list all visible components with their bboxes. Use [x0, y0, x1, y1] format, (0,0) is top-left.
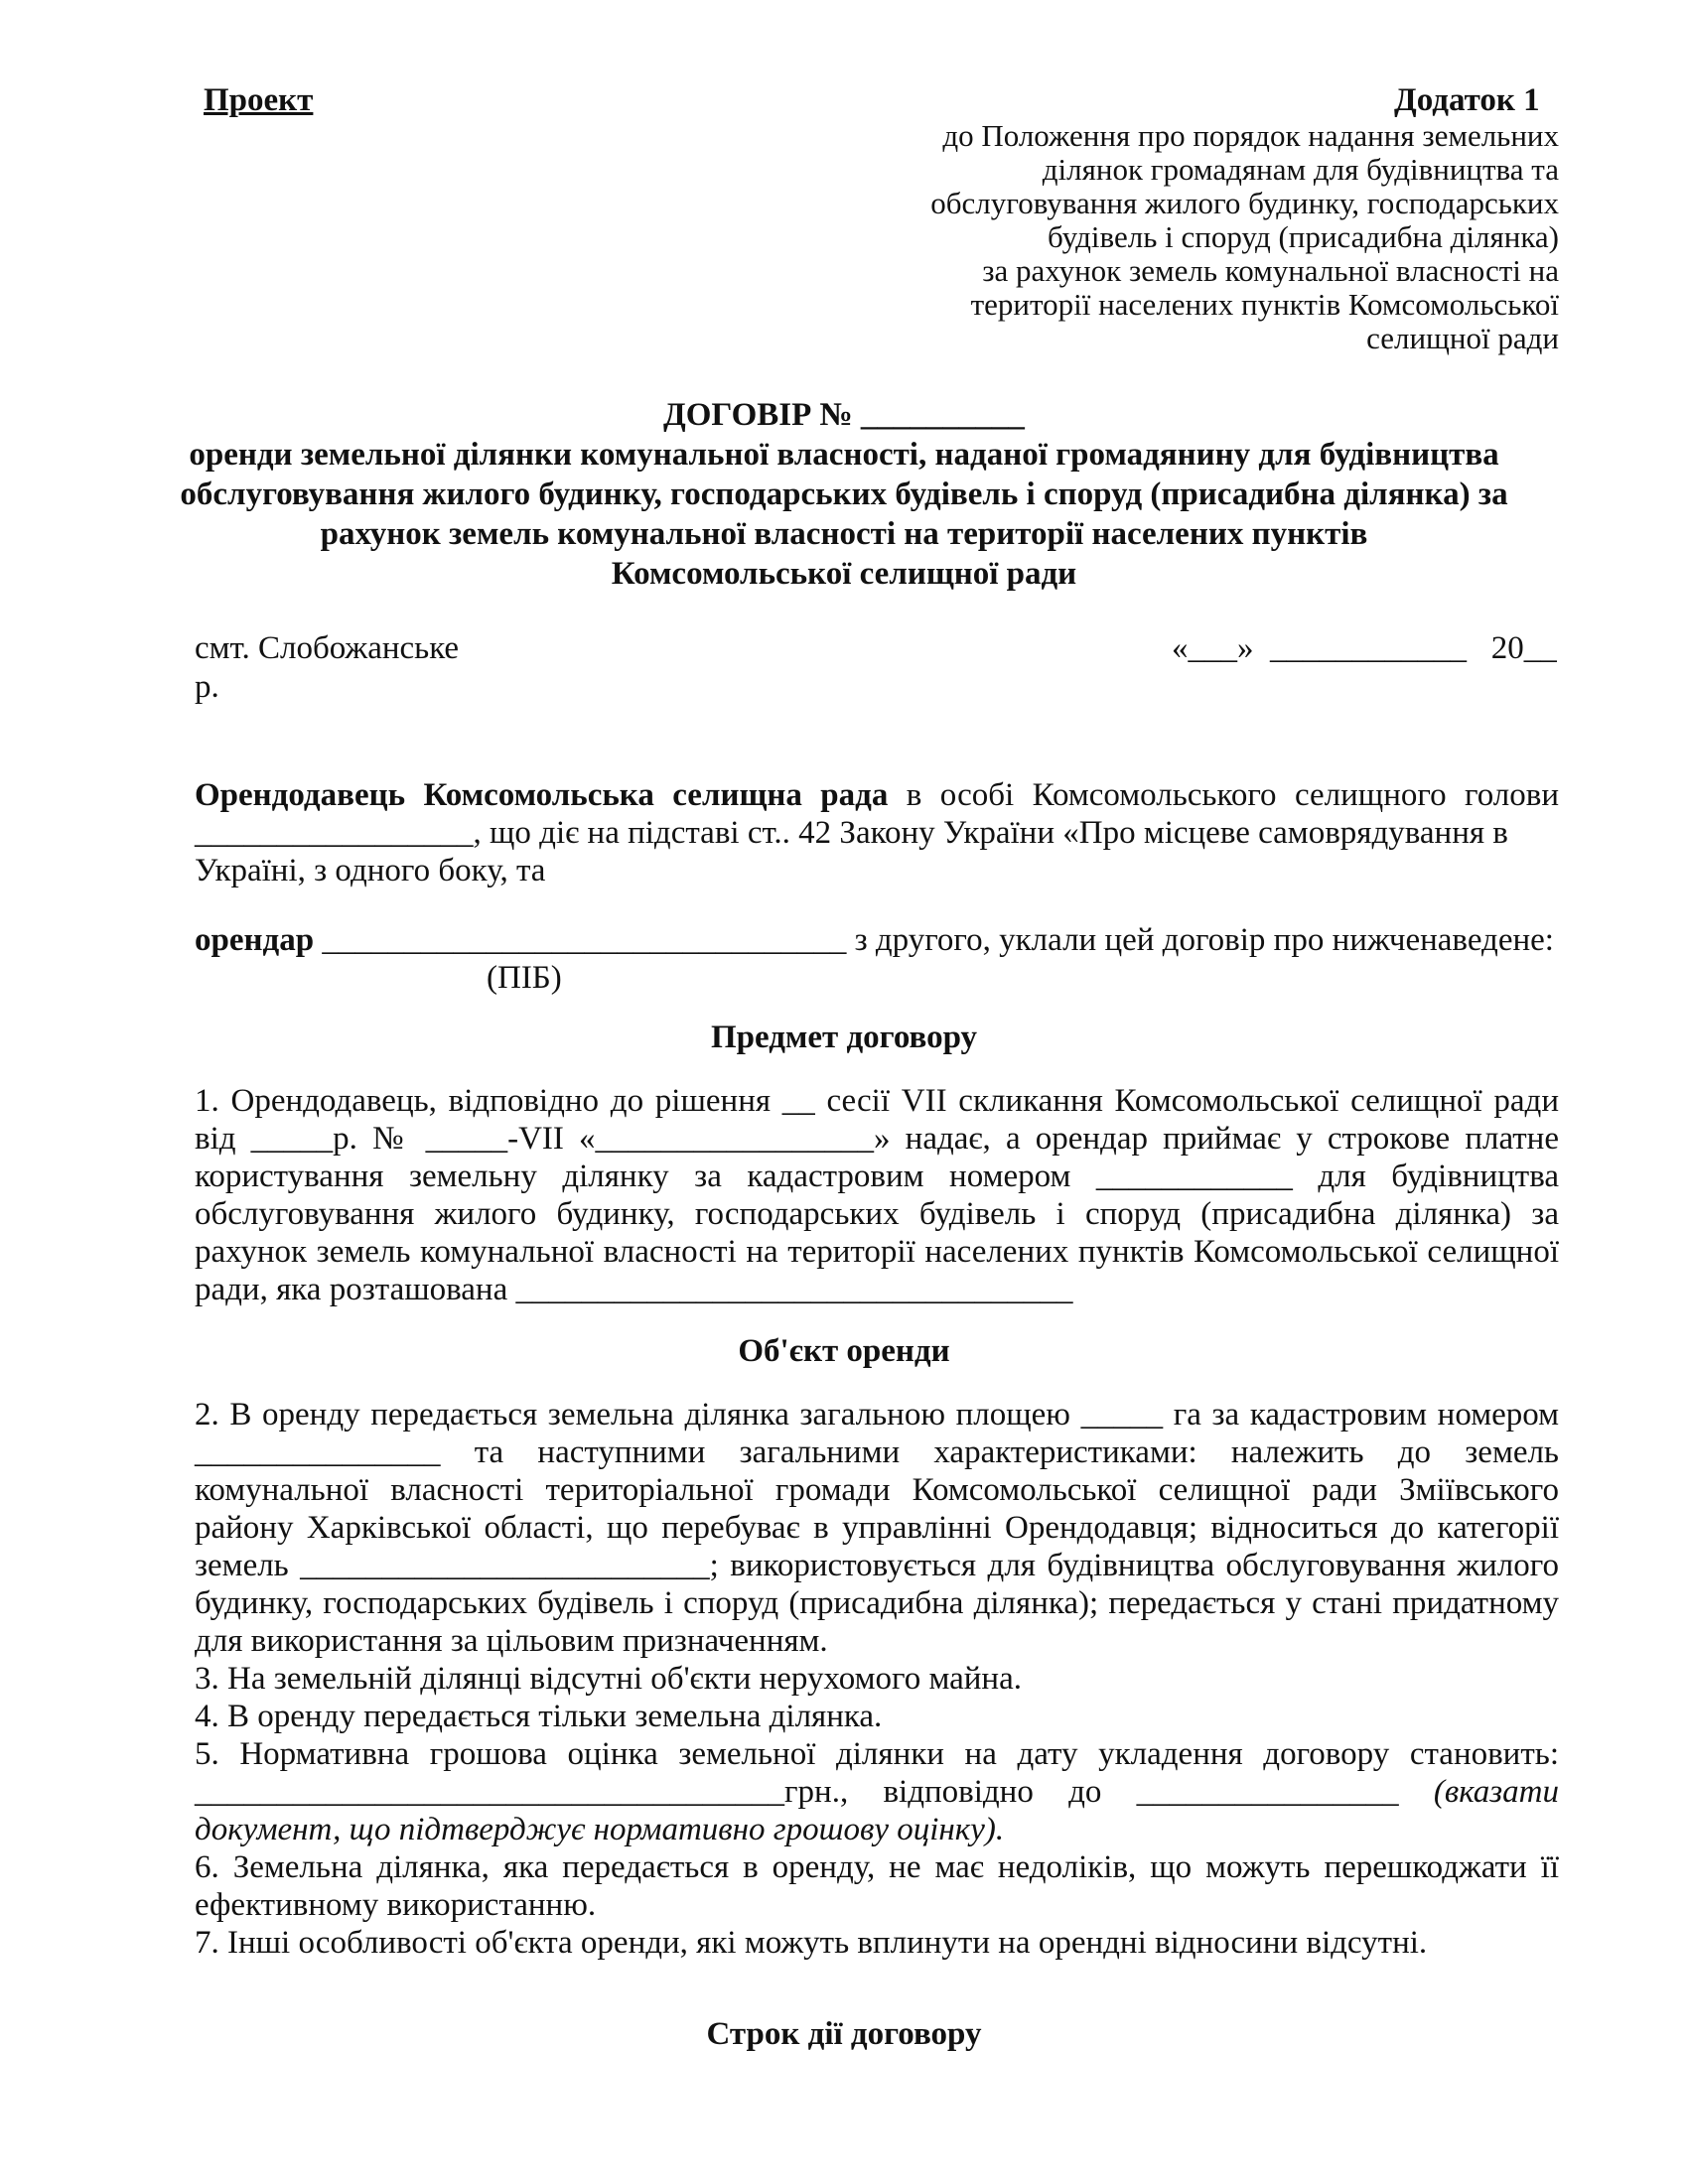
subject-heading: Предмет договору [710, 1020, 978, 1055]
subject-line: обслуговування жилого будинку, господарських будівель і споруд (присадибна ділянка) за [195, 1196, 1559, 1232]
appendix-line: території населених пунктів Комсомольської [970, 287, 1559, 322]
subject-line: ради, яка розташована __________________________________ [195, 1272, 1073, 1307]
item-5-line1: 5. Нормативна грошова оцінка земельної ділянки на дату укладення договору становить: [195, 1736, 1559, 1772]
project-label: Проект [204, 82, 314, 118]
lessor-name: Орендодавець Комсомольська селищна рада [195, 777, 889, 813]
object-line: 2. В оренду передається земельна ділянка загальною площею _____ га за кадастровим номером [195, 1397, 1559, 1433]
appendix-line: селищної ради [1366, 321, 1559, 355]
contract-subtitle-line: обслуговування жилого будинку, господарських будівель і споруд (присадибна ділянка) за [180, 477, 1508, 512]
item-4: 4. В оренду передається тільки земельна ділянка. [195, 1699, 883, 1734]
contract-subtitle-line: оренди земельної ділянки комунальної власності, наданої громадянину для будівництва [189, 437, 1499, 473]
item-6-line1: 6. Земельна ділянка, яка передається в оренду, не має недоліків, що можуть перешкоджати її [195, 1849, 1559, 1885]
appendix-title: Додаток 1 [1394, 82, 1540, 118]
contract-title [149, 395, 1539, 594]
lessee-label: орендар [195, 922, 315, 958]
term-heading: Строк дії договору [706, 2016, 982, 2052]
year-suffix: р. [195, 669, 219, 705]
object-line: для використання за цільовим призначенням. [195, 1623, 828, 1659]
object-paragraph [195, 1396, 1559, 1962]
subject-line: користування земельну ділянку за кадастровим номером ____________ для будівництва [195, 1159, 1559, 1194]
object-line: комунальної власності територіальної громади Комсомольської селищної ради Зміївського [195, 1472, 1559, 1508]
subject-line: 1. Орендодавець, відповідно до рішення __ сесії VII скликання Комсомольської селищної ради [195, 1083, 1559, 1119]
lessee-rest: з другого, уклали цей договір про нижченаведене: [854, 922, 1554, 958]
item-5-line2 [195, 1773, 1559, 1811]
item-7: 7. Інші особливості об'єкта оренди, які можуть вплинути на орендні відносини відсутні. [195, 1925, 1428, 1961]
object-line: району Харківської області, що перебуває в управлінні Орендодавця; відноситься до категорії [195, 1510, 1559, 1546]
date-field: «___» ____________ 20__ [1172, 630, 1557, 666]
object-line: будинку, господарських будівель і споруд (присадибна ділянка); передається у стані придатному [195, 1585, 1559, 1621]
subject-line: від _____р. № _____-VII «_________________» надає, а орендар приймає у строкове платне [195, 1121, 1559, 1157]
item-6-line2: ефективному використанню. [195, 1887, 597, 1923]
contract-subtitle-line: рахунок земель комунальної власності на території населених пунктів [320, 516, 1368, 552]
parties-paragraph [195, 776, 1559, 889]
place-label: смт. Слобожанське [195, 630, 460, 666]
lessor-line3: Україні, з одного боку, та [195, 853, 546, 888]
contract-subtitle-line: Комсомольської селищної ради [611, 556, 1077, 592]
item-5-line2-mid: грн., відповідно до ________________ [784, 1774, 1399, 1810]
appendix-line: ділянок громадянам для будівництва та [1042, 152, 1559, 187]
appendix-line: будівель і споруд (присадибна ділянка) [1048, 219, 1559, 254]
item-5-line2-italic: (вказати [1433, 1774, 1560, 1810]
lessee-paragraph [195, 921, 1559, 959]
object-line: _______________ та наступними загальними характеристиками: належить до земель [195, 1434, 1559, 1470]
appendix-line: обслуговування жилого будинку, господарських [930, 186, 1559, 220]
subject-paragraph [195, 1082, 1559, 1308]
pib-label: (ПІБ) [487, 960, 562, 996]
valuation-amount-blank: ____________________________________ [195, 1774, 784, 1810]
lessor-line2-rest: , що діє на підставі ст.. 42 Закону України «Про місцеве самоврядування в [473, 815, 1508, 851]
subject-line: рахунок земель комунальної власності на території населених пунктів Комсомольської селищної [195, 1234, 1559, 1270]
item-3: 3. На земельній ділянці відсутні об'єкти нерухомого майна. [195, 1661, 1022, 1697]
appendix-description [765, 119, 1559, 355]
object-line: земель _________________________; використовується для будівництва обслуговування жилого [195, 1548, 1559, 1583]
contract-number-title: ДОГОВІР № __________ [663, 397, 1025, 433]
mayor-name-blank: _________________ [195, 815, 474, 851]
lessee-name-blank: ________________________________ [322, 922, 847, 958]
item-5-line3: документ, що підтверджує нормативно грошову оцінку). [195, 1812, 1005, 1847]
appendix-line: до Положення про порядок надання земельних [942, 118, 1559, 153]
object-heading: Об'єкт оренди [738, 1333, 950, 1369]
lessor-line1-rest: в особі Комсомольського селищного голови [906, 777, 1559, 813]
appendix-line: за рахунок земель комунальної власності на [982, 253, 1559, 288]
